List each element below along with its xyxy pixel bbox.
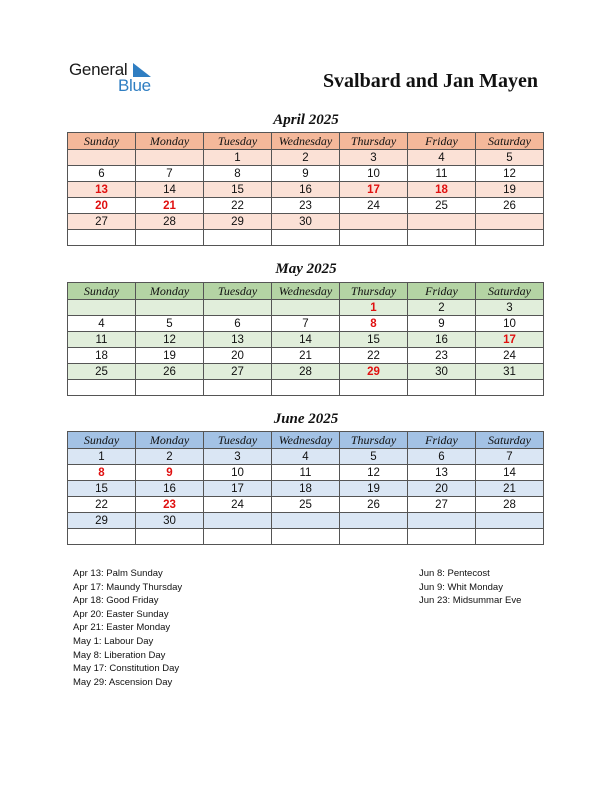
day-cell: 24 <box>340 198 408 214</box>
day-cell: 30 <box>272 214 340 230</box>
day-cell: 1 <box>204 150 272 166</box>
weekday-thursday: Thursday <box>340 133 408 150</box>
calendar-april <box>67 132 544 246</box>
day-cell: 18 <box>272 481 340 497</box>
holiday-day-cell: 20 <box>68 198 136 214</box>
day-cell: 4 <box>68 316 136 332</box>
weekday-monday: Monday <box>136 283 204 300</box>
month-title-june: June 2025 <box>273 411 339 427</box>
day-cell: 27 <box>68 214 136 230</box>
brand-name-blue: Blue <box>118 76 151 95</box>
brand-name-general: General <box>69 60 128 79</box>
holiday-day-cell: 23 <box>136 497 204 513</box>
day-cell: 19 <box>340 481 408 497</box>
week-row <box>68 182 544 198</box>
day-cell <box>340 529 408 545</box>
day-cell <box>476 513 544 529</box>
day-cell <box>204 230 272 246</box>
day-cell: 12 <box>136 332 204 348</box>
day-cell: 24 <box>476 348 544 364</box>
day-cell <box>408 214 476 230</box>
holiday-day-cell: 1 <box>340 300 408 316</box>
week-row <box>68 481 544 497</box>
holiday-entry: Jun 9: Whit Monday <box>419 581 503 593</box>
day-cell: 5 <box>136 316 204 332</box>
day-cell: 13 <box>204 332 272 348</box>
day-cell: 14 <box>136 182 204 198</box>
day-cell: 18 <box>68 348 136 364</box>
day-cell: 2 <box>136 449 204 465</box>
day-cell: 14 <box>476 465 544 481</box>
day-cell <box>408 380 476 396</box>
month-title-april: April 2025 <box>273 112 339 128</box>
day-cell <box>68 300 136 316</box>
day-cell: 28 <box>272 364 340 380</box>
day-cell: 25 <box>68 364 136 380</box>
day-cell: 31 <box>476 364 544 380</box>
month-title-may: May 2025 <box>275 261 337 277</box>
week-row <box>68 230 544 246</box>
day-cell: 25 <box>272 497 340 513</box>
weekday-saturday: Saturday <box>476 432 544 449</box>
week-row <box>68 465 544 481</box>
day-cell <box>136 300 204 316</box>
day-cell: 17 <box>204 481 272 497</box>
weekday-thursday: Thursday <box>340 283 408 300</box>
holiday-entry: May 8: Liberation Day <box>73 649 166 661</box>
holiday-day-cell: 8 <box>68 465 136 481</box>
day-cell: 3 <box>204 449 272 465</box>
day-cell <box>476 230 544 246</box>
day-cell: 4 <box>272 449 340 465</box>
day-cell: 15 <box>340 332 408 348</box>
day-cell <box>68 529 136 545</box>
holiday-day-cell: 18 <box>408 182 476 198</box>
day-cell: 14 <box>272 332 340 348</box>
calendar-june <box>67 431 544 545</box>
holiday-day-cell: 17 <box>476 332 544 348</box>
day-cell <box>68 230 136 246</box>
holiday-day-cell: 9 <box>136 465 204 481</box>
day-cell <box>136 380 204 396</box>
weekday-tuesday: Tuesday <box>204 283 272 300</box>
day-cell: 25 <box>408 198 476 214</box>
day-cell: 16 <box>272 182 340 198</box>
holiday-list-right <box>419 567 521 608</box>
weekday-wednesday: Wednesday <box>272 283 340 300</box>
holiday-day-cell: 17 <box>340 182 408 198</box>
weekday-tuesday: Tuesday <box>204 133 272 150</box>
day-cell <box>408 230 476 246</box>
weekday-thursday: Thursday <box>340 432 408 449</box>
week-row <box>68 497 544 513</box>
day-cell <box>340 230 408 246</box>
day-cell: 6 <box>408 449 476 465</box>
day-cell <box>68 380 136 396</box>
holiday-day-cell: 21 <box>136 198 204 214</box>
day-cell: 30 <box>136 513 204 529</box>
day-cell: 20 <box>408 481 476 497</box>
weekday-tuesday: Tuesday <box>204 432 272 449</box>
day-cell <box>272 513 340 529</box>
week-row <box>68 214 544 230</box>
day-cell <box>340 380 408 396</box>
week-row <box>68 150 544 166</box>
day-cell: 27 <box>204 364 272 380</box>
week-row <box>68 449 544 465</box>
day-cell: 7 <box>136 166 204 182</box>
day-cell <box>408 529 476 545</box>
day-cell: 11 <box>272 465 340 481</box>
day-cell <box>204 529 272 545</box>
weekday-saturday: Saturday <box>476 133 544 150</box>
day-cell: 15 <box>204 182 272 198</box>
holiday-entry: Apr 20: Easter Sunday <box>73 608 169 620</box>
day-cell: 9 <box>408 316 476 332</box>
day-cell: 24 <box>204 497 272 513</box>
day-cell <box>476 380 544 396</box>
day-cell <box>136 230 204 246</box>
day-cell: 26 <box>476 198 544 214</box>
day-cell: 29 <box>68 513 136 529</box>
weekday-header-row <box>68 133 544 150</box>
weekday-monday: Monday <box>136 432 204 449</box>
holiday-list-left <box>73 567 182 689</box>
day-cell: 10 <box>340 166 408 182</box>
day-cell: 3 <box>340 150 408 166</box>
holiday-entry: Apr 21: Easter Monday <box>73 622 171 634</box>
day-cell: 13 <box>408 465 476 481</box>
day-cell: 4 <box>408 150 476 166</box>
day-cell <box>340 513 408 529</box>
holiday-day-cell: 13 <box>68 182 136 198</box>
weekday-header-row <box>68 283 544 300</box>
day-cell: 9 <box>272 166 340 182</box>
day-cell: 23 <box>408 348 476 364</box>
week-row <box>68 166 544 182</box>
day-cell <box>408 513 476 529</box>
holiday-entry: May 29: Ascension Day <box>73 676 173 688</box>
day-cell <box>204 380 272 396</box>
day-cell: 7 <box>476 449 544 465</box>
holiday-entry: Jun 8: Pentecost <box>419 568 490 579</box>
day-cell: 12 <box>340 465 408 481</box>
week-row <box>68 332 544 348</box>
day-cell <box>476 529 544 545</box>
day-cell: 22 <box>68 497 136 513</box>
day-cell: 21 <box>476 481 544 497</box>
day-cell: 19 <box>136 348 204 364</box>
weekday-sunday: Sunday <box>68 283 136 300</box>
day-cell: 7 <box>272 316 340 332</box>
day-cell: 26 <box>136 364 204 380</box>
day-cell: 22 <box>340 348 408 364</box>
week-row <box>68 348 544 364</box>
day-cell: 19 <box>476 182 544 198</box>
day-cell: 10 <box>204 465 272 481</box>
day-cell: 8 <box>204 166 272 182</box>
day-cell: 16 <box>408 332 476 348</box>
day-cell <box>136 529 204 545</box>
weekday-friday: Friday <box>408 432 476 449</box>
day-cell <box>272 380 340 396</box>
week-row <box>68 380 544 396</box>
day-cell: 1 <box>68 449 136 465</box>
weekday-header-row <box>68 432 544 449</box>
day-cell: 21 <box>272 348 340 364</box>
day-cell: 11 <box>408 166 476 182</box>
day-cell: 28 <box>476 497 544 513</box>
day-cell: 11 <box>68 332 136 348</box>
week-row <box>68 316 544 332</box>
holiday-entry: Jun 23: Midsummar Eve <box>419 595 522 607</box>
day-cell: 22 <box>204 198 272 214</box>
day-cell: 27 <box>408 497 476 513</box>
day-cell <box>204 513 272 529</box>
day-cell: 6 <box>204 316 272 332</box>
day-cell: 16 <box>136 481 204 497</box>
holiday-entry: Apr 17: Maundy Thursday <box>73 581 183 593</box>
weekday-wednesday: Wednesday <box>272 432 340 449</box>
day-cell: 20 <box>204 348 272 364</box>
holiday-day-cell: 8 <box>340 316 408 332</box>
day-cell: 3 <box>476 300 544 316</box>
day-cell <box>204 300 272 316</box>
holiday-day-cell: 29 <box>340 364 408 380</box>
day-cell <box>476 214 544 230</box>
day-cell <box>272 230 340 246</box>
holiday-entry: May 1: Labour Day <box>73 635 154 647</box>
week-row <box>68 529 544 545</box>
week-row <box>68 513 544 529</box>
calendar-may <box>67 282 544 396</box>
weekday-sunday: Sunday <box>68 133 136 150</box>
day-cell: 28 <box>136 214 204 230</box>
weekday-friday: Friday <box>408 133 476 150</box>
day-cell: 29 <box>204 214 272 230</box>
day-cell: 15 <box>68 481 136 497</box>
day-cell: 5 <box>476 150 544 166</box>
day-cell <box>136 150 204 166</box>
day-cell: 26 <box>340 497 408 513</box>
holiday-entry: May 17: Constitution Day <box>73 663 180 675</box>
weekday-sunday: Sunday <box>68 432 136 449</box>
holiday-entry: Apr 13: Palm Sunday <box>73 568 163 579</box>
week-row <box>68 198 544 214</box>
day-cell: 2 <box>272 150 340 166</box>
weekday-saturday: Saturday <box>476 283 544 300</box>
day-cell: 12 <box>476 166 544 182</box>
weekday-friday: Friday <box>408 283 476 300</box>
day-cell <box>68 150 136 166</box>
day-cell: 5 <box>340 449 408 465</box>
day-cell <box>340 214 408 230</box>
page-title: Svalbard and Jan Mayen <box>322 70 538 92</box>
day-cell: 30 <box>408 364 476 380</box>
day-cell <box>272 529 340 545</box>
day-cell <box>272 300 340 316</box>
week-row <box>68 364 544 380</box>
day-cell: 2 <box>408 300 476 316</box>
day-cell: 6 <box>68 166 136 182</box>
day-cell: 23 <box>272 198 340 214</box>
holiday-entry: Apr 18: Good Friday <box>73 595 159 607</box>
day-cell: 10 <box>476 316 544 332</box>
week-row <box>68 300 544 316</box>
weekday-monday: Monday <box>136 133 204 150</box>
weekday-wednesday: Wednesday <box>272 133 340 150</box>
